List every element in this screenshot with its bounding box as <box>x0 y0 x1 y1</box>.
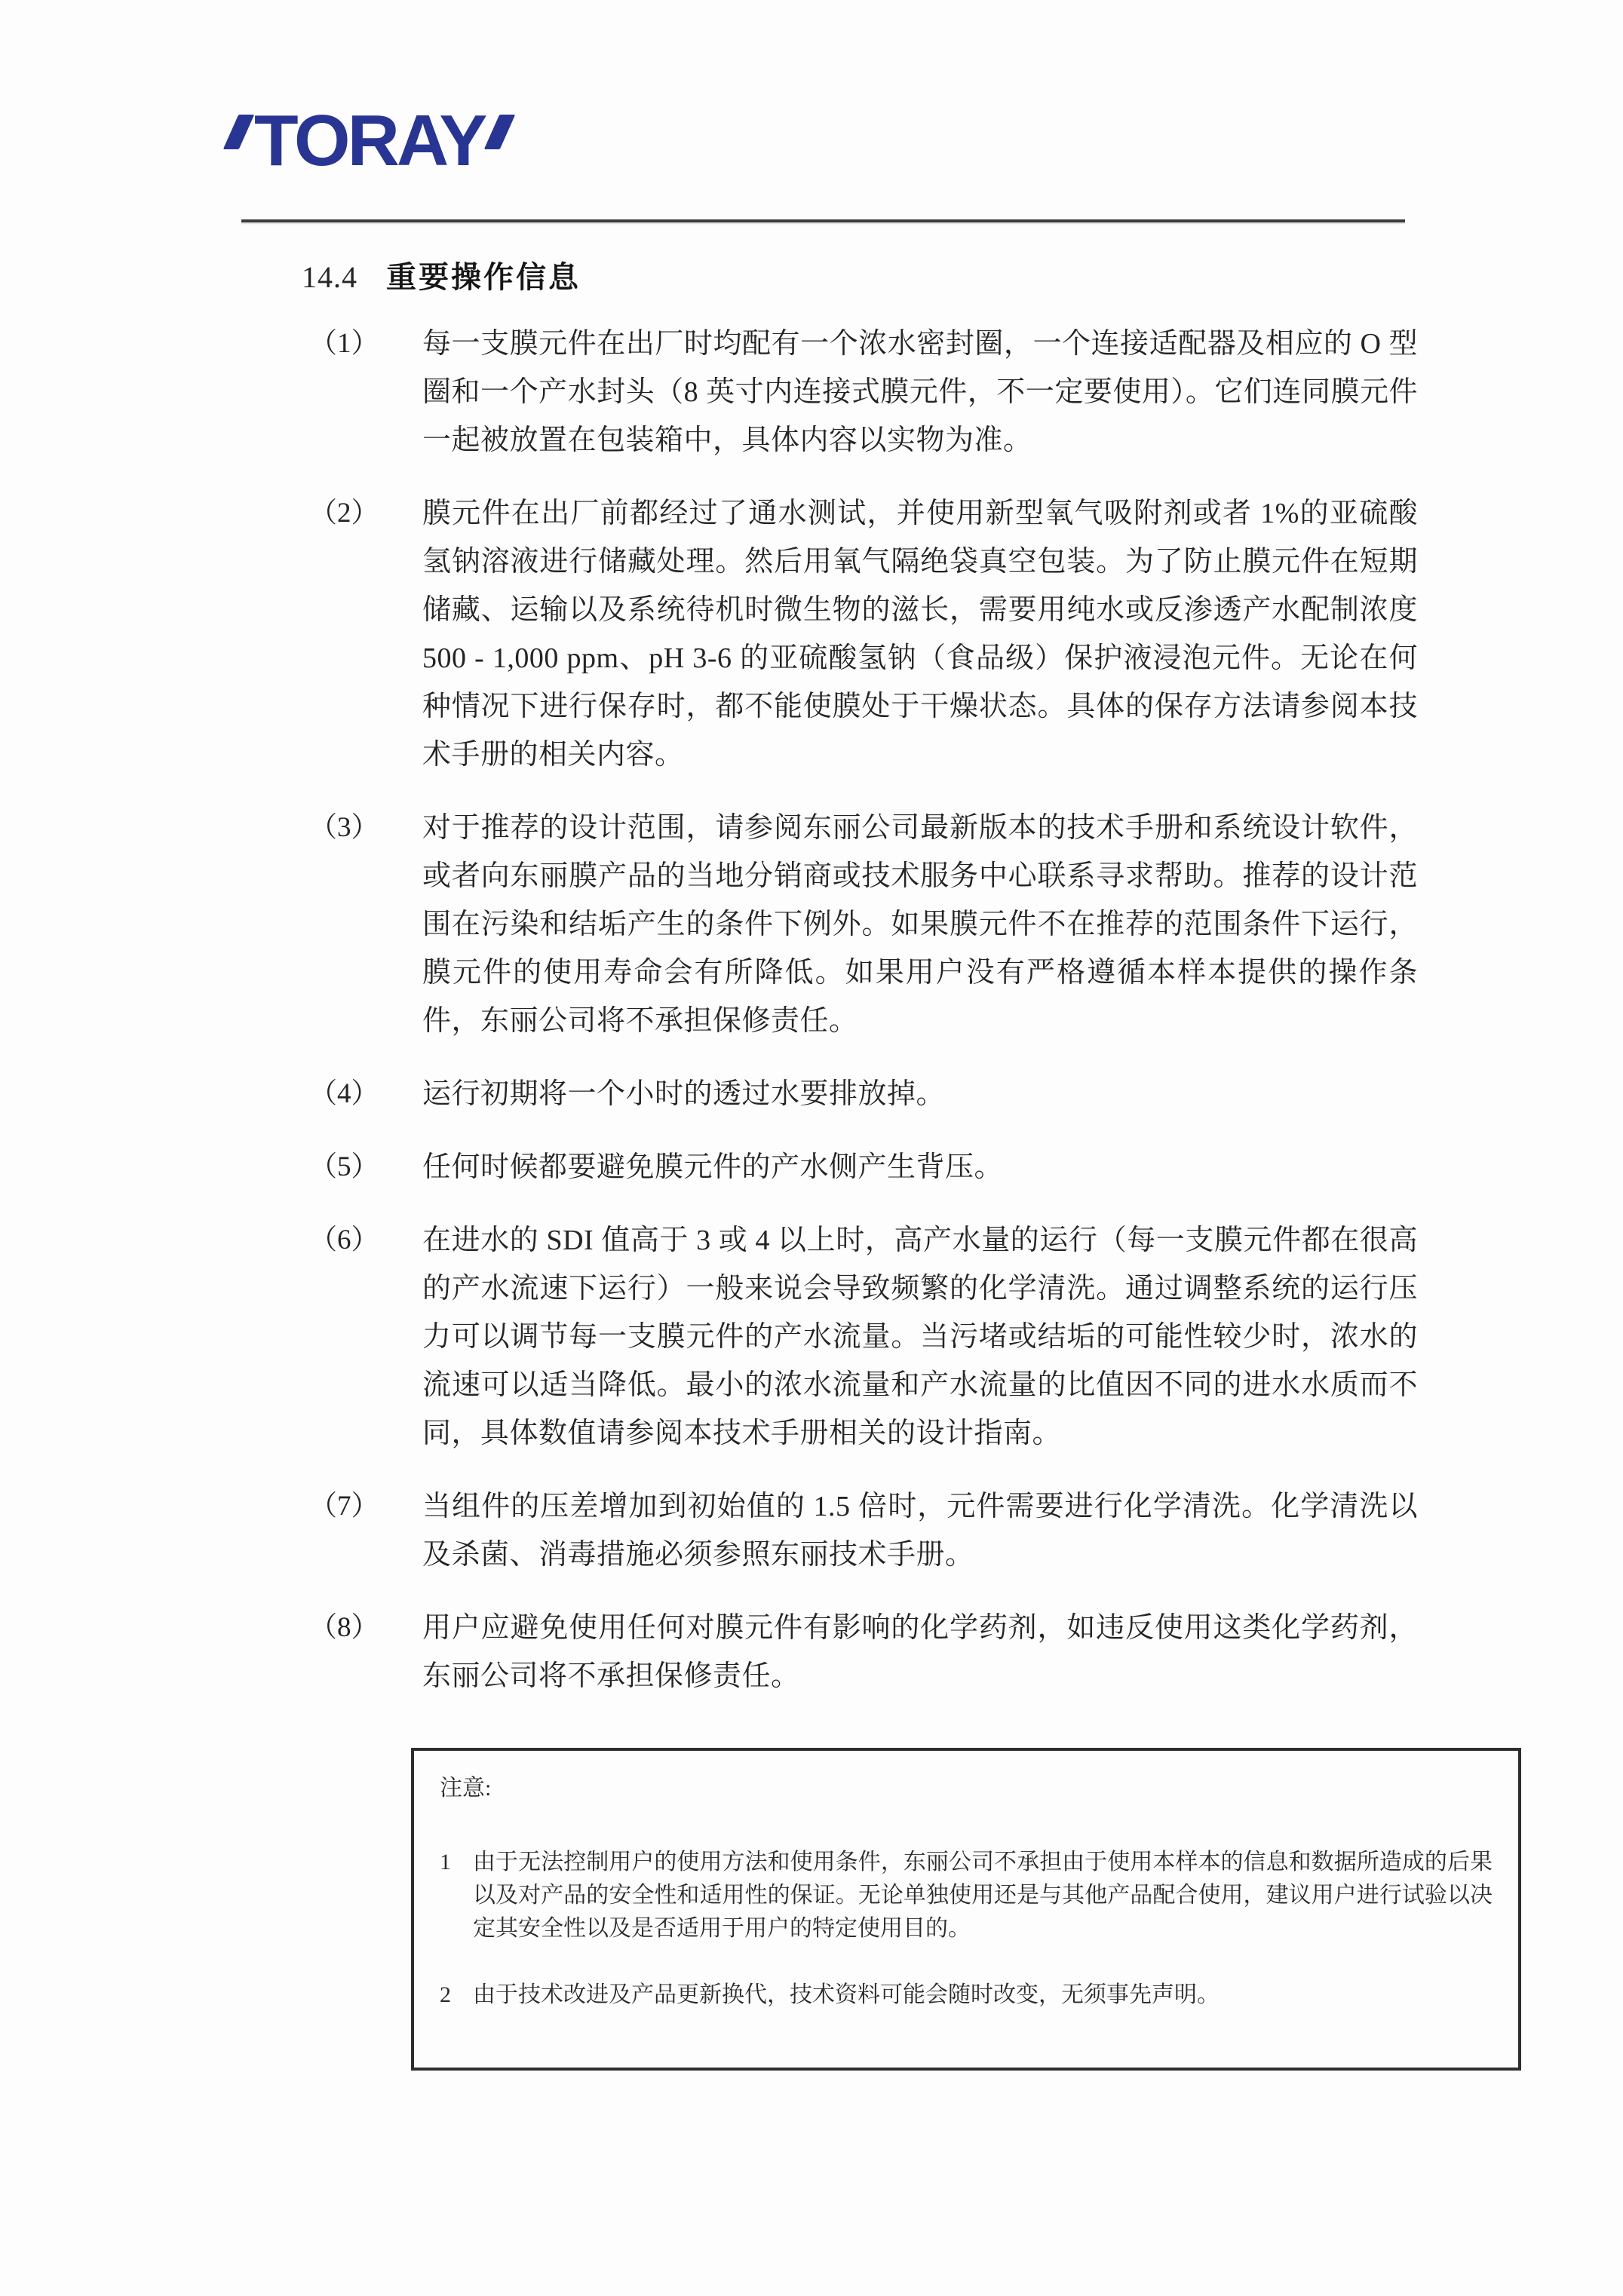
notice-item-number: 1 <box>440 1850 451 1875</box>
list-item <box>309 1143 1418 1191</box>
header-divider <box>241 219 1405 222</box>
notice-box <box>411 1748 1521 2071</box>
item-text: 每一支膜元件在出厂时均配有一个浓水密封圈，一个连接适配器及相应的 O 型圈和一个产水封头（8 英寸内连接式膜元件，不一定要使用）。它们连同膜元件一起被放置在包装箱中，具体内容以实物为准。 <box>422 328 1418 456</box>
notice-item-number: 2 <box>440 1982 451 2007</box>
item-text: 对于推荐的设计范围，请参阅东丽公司最新版本的技术手册和系统设计软件，或者向东丽膜产品的当地分销商或技术服务中心联系寻求帮助。推荐的设计范围在污染和结垢产生的条件下例外。如果膜元件不在推荐的范围条件下运行，膜元件的使用寿命会有所降低。如果用户没有严格遵循本样本提供的操作条件，东丽公司将不承担保修责任。 <box>422 812 1418 1037</box>
notice-item-text: 由于技术改进及产品更新换代，技术资料可能会随时改变，无须事先声明。 <box>473 1982 1220 2007</box>
list-item <box>309 1604 1418 1700</box>
item-text: 任何时候都要避免膜元件的产水侧产生背压。 <box>422 1151 1004 1183</box>
item-number: （4） <box>309 1078 379 1109</box>
instruction-list <box>309 320 1418 1725</box>
list-item <box>309 804 1418 1045</box>
item-number: （1） <box>309 328 379 359</box>
item-number: （2） <box>309 498 379 529</box>
item-number: （8） <box>309 1612 379 1643</box>
notice-item <box>440 1846 1493 1945</box>
item-number: （5） <box>309 1151 379 1182</box>
toray-logo <box>231 100 508 181</box>
item-text: 当组件的压差增加到初始值的 1.5 倍时，元件需要进行化学清洗。化学清洗以及杀菌、消毒措施必须参照东丽技术手册。 <box>422 1491 1418 1571</box>
section-number: 14.4 <box>302 260 357 294</box>
notice-item-text: 由于无法控制用户的使用方法和使用条件，东丽公司不承担由于使用本样本的信息和数据所造成的后果以及对产品的安全性和适用性的保证。无论单独使用还是与其他产品配合使用，建议用户进行试验以决定其安全性以及是否适用于用户的特定使用目的。 <box>473 1850 1493 1941</box>
list-item <box>309 1482 1418 1579</box>
section-heading <box>302 253 581 296</box>
list-item <box>309 1216 1418 1458</box>
item-number: （3） <box>309 812 379 843</box>
item-text: 运行初期将一个小时的透过水要排放掉。 <box>422 1078 946 1110</box>
item-text: 膜元件在出厂前都经过了通水测试，并使用新型氧气吸附剂或者 1%的亚硫酸氢钠溶液进行储藏处理。然后用氧气隔绝袋真空包装。为了防止膜元件在短期储藏、运输以及系统待机时微生物的滋长，需要用纯水或反渗透产水配制浓度 500 - 1,000 ppm、pH 3-6 的亚硫酸氢钠（食品级）保护液浸泡元件。无论在何种情况下进行保存时，都不能使膜处于干燥状态。具体的保存方法请参阅本技术手册的相关内容。 <box>422 498 1418 771</box>
list-item <box>309 1070 1418 1118</box>
notice-item <box>440 1979 1493 2012</box>
item-number: （6） <box>309 1225 379 1255</box>
notice-label: 注意: <box>440 1776 492 1801</box>
list-item <box>309 489 1418 779</box>
list-item <box>309 320 1418 464</box>
section-title: 重要操作信息 <box>386 261 581 294</box>
item-text: 用户应避免使用任何对膜元件有影响的化学药剂，如违反使用这类化学药剂，东丽公司将不承担保修责任。 <box>422 1612 1418 1692</box>
logo-quote-left-icon <box>223 115 254 149</box>
logo-text: TORAY <box>254 100 485 181</box>
item-number: （7） <box>309 1491 379 1522</box>
item-text: 在进水的 SDI 值高于 3 或 4 以上时，高产水量的运行（每一支膜元件都在很高的产水流速下运行）一般来说会导致频繁的化学清洗。通过调整系统的运行压力可以调节每一支膜元件的产水流量。当污堵或结垢的可能性较少时，浓水的流速可以适当降低。最小的浓水流量和产水流量的比值因不同的进水水质而不同，具体数值请参阅本技术手册相关的设计指南。 <box>422 1225 1418 1449</box>
logo-quote-right-icon <box>484 115 515 149</box>
